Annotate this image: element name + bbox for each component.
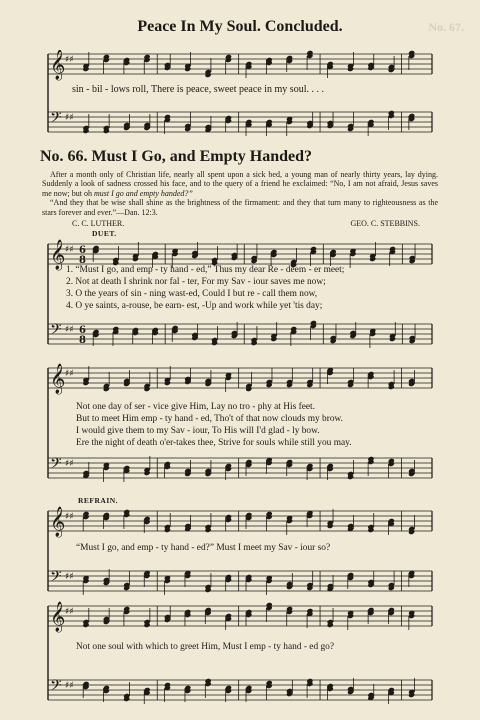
staff [48, 677, 432, 704]
intro-para-2: “And they that be wise shall shine as the brightness of the firmament: and they that turn many to righteousness as the stars forever and ever.”—Dan. 12:3. [42, 198, 438, 217]
page-number-bleed: No. 67. [428, 20, 464, 34]
time-signature-icon: 8 [79, 255, 86, 266]
refrain-label: REFRAIN. [78, 496, 119, 505]
verse-line: But to meet Him emp - ty hand - ed, Tho't of that now clouds my brow. [76, 414, 344, 424]
bass-clef-icon: 𝄢 [50, 568, 62, 589]
duet-label: DUET. [92, 229, 117, 238]
time-signature-icon: 6 [79, 245, 86, 256]
staff [48, 109, 432, 136]
key-signature-icon: ♯♯ [65, 572, 74, 582]
verse-line: 3. O the years of sin - ning wast-ed, Could I but re - call them now, [66, 289, 318, 299]
time-signature-icon: 8 [79, 335, 86, 346]
page-title: Peace In My Soul. Concluded. [137, 18, 343, 35]
treble-clef-icon: 𝄞 [50, 507, 66, 537]
refrain-lyric-1: “Must I go, and emp - ty hand - ed?” Must I meet my Sav - iour so? [76, 543, 331, 553]
verse-line: Not one day of ser - vice give Him, Lay no tro - phy at His feet. [76, 402, 315, 412]
intro-para-1: After a month only of Christian life, nearly all spent upon a sick bed, a young man of nearly thirty years, lay dying. Suddenly a look of sadness crossed his face, and to the query of a friend he exclaimed: “No, I am not afraid, Jesus saves me now; but oh [42, 170, 438, 198]
staff [48, 363, 432, 395]
staff [48, 455, 432, 482]
key-signature-icon: ♯♯ [65, 459, 74, 469]
staff [48, 506, 432, 538]
key-signature-icon: ♯♯ [65, 607, 74, 617]
composer: GEO. C. STEBBINS. [350, 219, 420, 228]
verse-line: Ere the night of death o'er-takes thee, Strive for souls while still you may. [76, 438, 352, 448]
key-signature-icon: ♯♯ [65, 325, 74, 335]
treble-clef-icon: 𝄞 [50, 364, 66, 394]
staff [48, 568, 432, 595]
verse-line: 2. Not at death I shrink nor fal - ter, For my Sav - iour saves me now; [66, 277, 326, 287]
key-signature-icon: ♯♯ [65, 512, 74, 522]
verse-line: 1. “Must I go, and emp - ty hand - ed,” Thus my dear Re - deem - er meet; [66, 265, 345, 275]
time-signature-icon: 6 [79, 325, 86, 336]
staff-system-4 [0, 600, 480, 715]
key-signature-icon: ♯♯ [65, 113, 74, 123]
bass-clef-icon: 𝄢 [50, 109, 62, 130]
key-signature-icon: ♯♯ [65, 369, 74, 379]
key-signature-icon: ♯♯ [65, 55, 74, 65]
verse-line: I would give them to my Sav - iour, To His will I'd glad - ly bow. [76, 426, 320, 436]
staff-system-top [0, 50, 480, 145]
author: C. C. LUTHER. [72, 219, 125, 228]
refrain-lyric-2: Not one soul with which to greet Him, Must I emp - ty hand - ed go? [76, 642, 335, 652]
intro-para-1-italic: must I go and empty handed?” [94, 188, 193, 198]
treble-clef-icon: 𝄞 [50, 602, 66, 632]
treble-clef-icon: 𝄞 [50, 240, 66, 270]
bass-clef-icon: 𝄢 [50, 677, 62, 698]
treble-clef-icon: 𝄞 [50, 50, 66, 80]
hymn-title: No. 66. Must I Go, and Empty Handed? [40, 148, 313, 165]
hymn-intro [42, 170, 438, 217]
top-system-lyric: sin - bil - lows roll, There is peace, sweet peace in my soul. . . . [72, 84, 324, 95]
key-signature-icon: ♯♯ [65, 245, 74, 255]
verse-line: 4. O ye saints, a-rouse, be earn- est, -Up and work while yet 'tis day; [66, 301, 323, 311]
key-signature-icon: ♯♯ [65, 681, 74, 691]
staff [48, 50, 432, 81]
bass-clef-icon: 𝄢 [50, 321, 62, 342]
staff [48, 601, 432, 633]
bass-clef-icon: 𝄢 [50, 455, 62, 476]
staff [48, 320, 432, 348]
